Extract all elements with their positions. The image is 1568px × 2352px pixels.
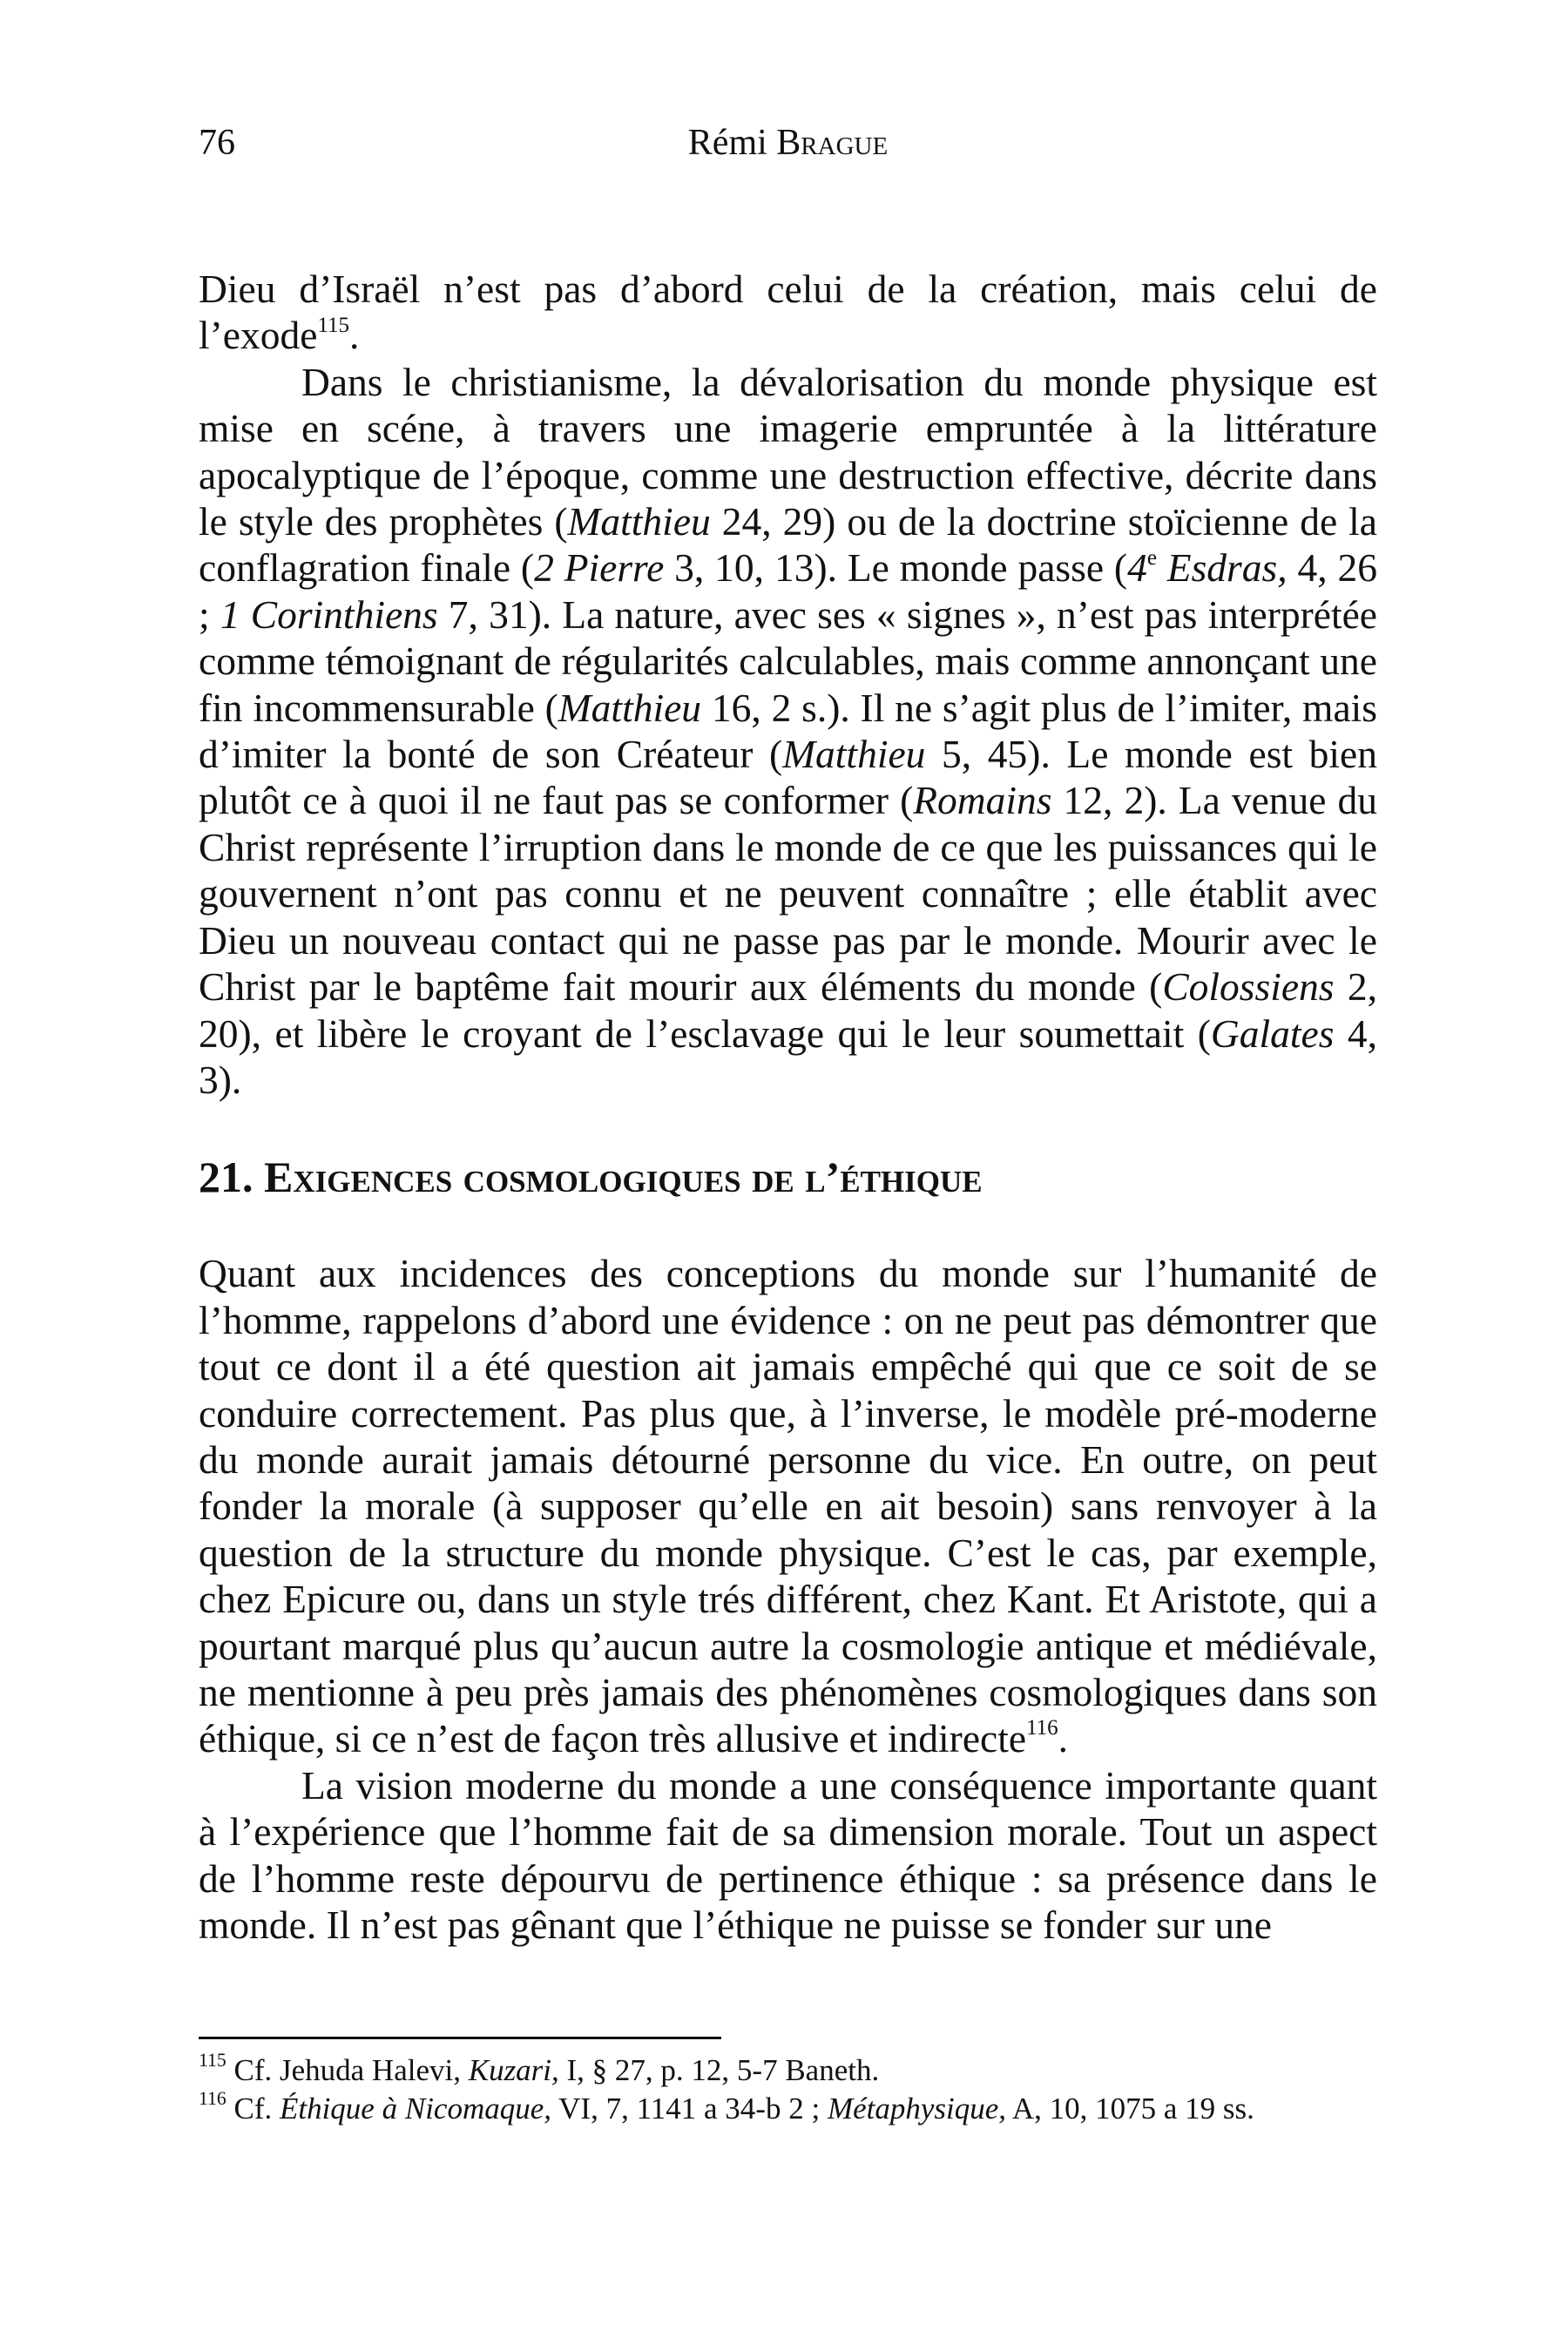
citation: 2 Pierre xyxy=(534,545,665,591)
paragraph-2: Dans le christianisme, la dévalorisation du monde physique est mise en scéne, à travers une imagerie empruntée à la littérature apocalyptique de l’époque, comme une destruction effective, décrite dans le style des prophètes (Matthieu 24, 29) ou de la doctrine stoïcienne de la conflagration finale (2 Pierre 3, 10, 13). Le monde passe (4e Esdras, 4, 26 ; 1 Corinthiens 7, 31). La nature, avec ses « signes », n’est pas interprétée comme témoignant de régularités calculables, mais comme annonçant une fin incommensurable (Matthieu 16, 2 s.). Il ne s’agit plus de l’imiter, mais d’imiter la bonté de son Créateur (Matthieu 5, 45). Le monde est bien plutôt ce à quoi il ne faut pas se conformer (Romains 12, 2). La venue du Christ représente l’irruption dans le monde de ce que les puissances qui le gouvernent n’ont pas connu et ne peuvent connaître ; elle établit avec Dieu un nouveau contact qui ne passe pas par le monde. Mourir avec le Christ par le baptême fait mourir aux éléments du monde (Colossiens 2, 20), et libère le croyant de l’esclavage qui le leur soumettait (Galates 4, 3). xyxy=(199,359,1378,1102)
page-header xyxy=(199,122,1377,174)
running-head xyxy=(199,122,1377,164)
paragraph-4: La vision moderne du monde a une conséquence importante quant à l’expérience que l’homme fait de sa dimension morale. Tout un aspect de l’homme reste dépourvu de pertinence éthique : sa présence dans le monde. Il n’est pas gênant que l’éthique ne puisse se fonder sur une xyxy=(199,1762,1377,1947)
citation: Colossiens xyxy=(1162,964,1335,1010)
citation: Esdras, xyxy=(1156,545,1288,591)
citation: Galates xyxy=(1210,1010,1335,1056)
paragraph-3: Quant aux incidences des conceptions du monde sur l’humanité de l’homme, rappelons d’abord une évidence : on ne peut pas démontrer que tout ce dont il a été question ait jamais empêché qui que ce soit de se conduire correctement. Pas plus que, à l’inverse, le modèle pré-moderne du monde aurait jamais détourné personne du vice. En outre, on peut fonder la morale (à supposer qu’elle en ait besoin) sans renvoyer à la question de la structure du monde physique. C’est le cas, par exemple, chez Epicure ou, dans un style trés différent, chez Kant. Et Aristote, qui a pourtant marqué plus qu’aucun autre la cosmologie antique et médiévale, ne mentionne à peu près jamais des phénomènes cosmologiques dans son éthique, si ce n’est de façon très allusive et indirecte$^{116}$. xyxy=(199,1251,1377,1761)
page-number: 76 xyxy=(199,123,235,163)
footnote-divider xyxy=(199,2037,721,2039)
footnote-115: $^{115}$ Cf. Jehuda Halevi, Kuzari, I, § 27, p. 12, 5-7 Baneth. xyxy=(199,2050,880,2087)
footnote-ref-116: 116 xyxy=(1026,1716,1058,1740)
citation: 4 xyxy=(1127,545,1147,591)
citation: Romains xyxy=(913,778,1052,823)
ordinal-superscript: e xyxy=(1146,545,1157,570)
author-last-name: Brague xyxy=(776,123,889,163)
footnotes xyxy=(199,2051,1377,2128)
footnote-ref-115: 115 xyxy=(317,313,350,337)
main-text xyxy=(199,266,1377,1948)
section-number: 21. xyxy=(199,1152,253,1202)
citation: 1 Corinthiens xyxy=(220,591,438,637)
section-heading xyxy=(199,1152,1377,1202)
footnote-number: 116 xyxy=(199,2088,226,2110)
section-title: Exigences cosmologiques de l’éthique xyxy=(264,1152,983,1202)
citation: Matthieu xyxy=(782,732,926,777)
footnote-116: $^{116}$ Cf. Éthique à Nicomaque, VI, 7, 1141 a 34-b 2 ; Métaphysique, A, 10, 1075 a 19 ss. xyxy=(199,2088,1254,2126)
paragraph-1: Dieu d’Israël n’est pas d’abord celui de la création, mais celui de l’exode$^{115}$. xyxy=(199,267,1377,358)
citation: Matthieu xyxy=(558,685,702,730)
citation: Matthieu xyxy=(567,499,711,544)
author-first-name: Rémi xyxy=(687,123,767,163)
footnote-number: 115 xyxy=(199,2050,226,2072)
